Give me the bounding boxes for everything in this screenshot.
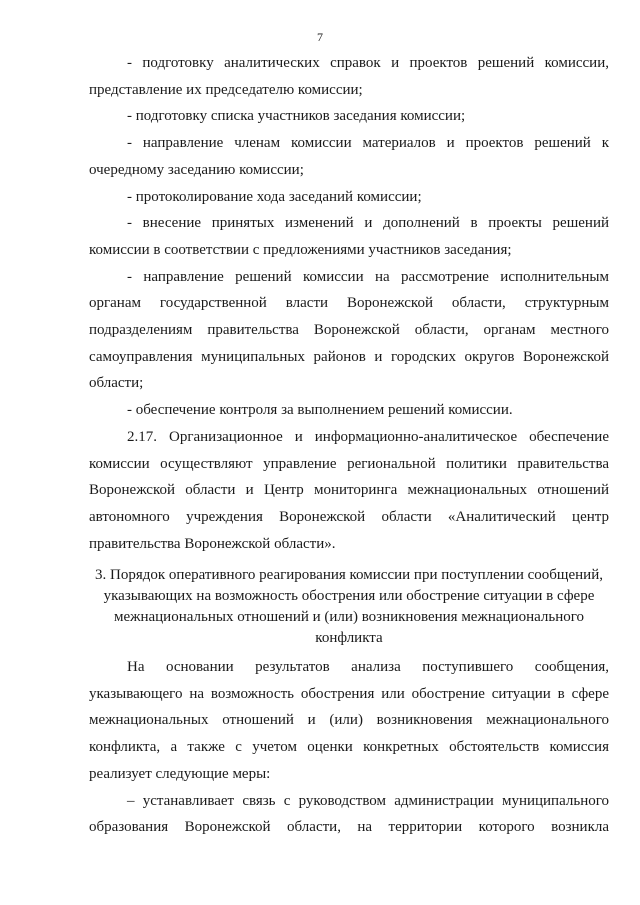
text-line: автономного учреждения Воронежской области «Аналитический центр <box>89 508 609 525</box>
text-line: конфликта, а также с учетом оценки конкретных обстоятельств комиссия <box>89 739 609 756</box>
text-line: На основании результатов анализа поступившего сообщения, <box>127 659 609 675</box>
text-line: Воронежской области и Центр мониторинга межнациональных отношений <box>89 482 609 499</box>
text-line: самоуправления муниципальных районов и городских округов Воронежской <box>89 348 609 365</box>
text-line: - направление членам комиссии материалов и проектов решений к <box>127 135 609 152</box>
heading-line: указывающих на возможность обострения или обострение ситуации в сфере <box>103 588 595 604</box>
text-line: - подготовку списка участников заседания комиссии; <box>127 108 466 125</box>
text-line: образования Воронежской области, на территории которого возникла <box>89 819 609 836</box>
text-line: подразделениям правительства Воронежской области, органам местного <box>89 322 609 339</box>
text-line: правительства Воронежской области». <box>89 535 336 552</box>
heading-line: 3. Порядок оперативного реагирования комиссии при поступлении сообщений, <box>95 567 603 583</box>
text-line: органам государственной власти Воронежской области, структурным <box>89 295 609 312</box>
text-line: реализует следующие меры: <box>89 765 271 782</box>
heading-line: конфликта <box>315 630 383 646</box>
text-line: представление их председателю комиссии; <box>89 81 363 98</box>
text-line: - протоколирование хода заседаний комиссии; <box>127 188 422 205</box>
top-text-block <box>89 50 609 557</box>
text-line: очередному заседанию комиссии; <box>89 161 304 178</box>
text-line: - подготовку аналитических справок и проектов решений комиссии, <box>127 55 609 71</box>
heading-line: межнациональных отношений и (или) возникновения межнационального <box>113 609 585 625</box>
text-line: указывающего на возможность обострения или обострение ситуации в сфере <box>89 685 609 702</box>
text-line: комиссии в соответствии с предложениями участников заседания; <box>89 241 512 258</box>
text-line: области; <box>89 375 144 392</box>
text-line: - обеспечение контроля за выполнением решений комиссии. <box>127 402 513 419</box>
text-line: 2.17. Организационное и информационно-аналитическое обеспечение <box>127 428 609 445</box>
text-line: - внесение принятых изменений и дополнений в проекты решений <box>127 215 609 232</box>
text-line: - направление решений комиссии на рассмотрение исполнительным <box>127 268 609 285</box>
text-line: межнациональных отношений и (или) возникновения межнационального <box>89 712 609 729</box>
bottom-text-block <box>89 654 609 841</box>
page-number: 7 <box>317 30 323 44</box>
text-line: комиссии осуществляют управление региональной политики правительства <box>89 455 609 472</box>
section-heading <box>89 565 609 649</box>
text-line: – устанавливает связь с руководством администрации муниципального <box>127 792 609 809</box>
